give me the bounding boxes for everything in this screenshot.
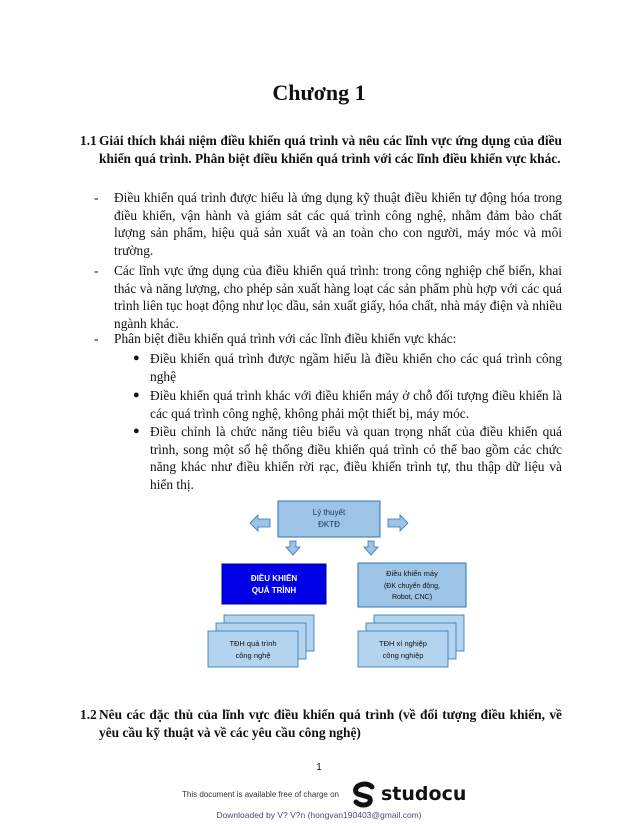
- page-number: 1: [316, 762, 322, 773]
- left-stack-line2: công nghệ: [235, 651, 271, 660]
- chapter-title: Chương 1: [272, 80, 366, 105]
- arrow-down-left-icon: [286, 541, 300, 555]
- right-stack-line2: công nghiệp: [382, 651, 424, 660]
- arrow-right-icon: [388, 515, 408, 531]
- dash-point: - Phân biệt điều khiển quá trình với các lĩnh điều khiển vực khác:: [94, 330, 562, 348]
- process-control-box: [222, 564, 326, 604]
- dash-point-text: Điều khiển quá trình được hiểu là ứng dụng kỹ thuật điều khiển tự động hóa trong điều khiển, vận hành và giám sát các quá trình công nghệ, nhằm đảm bảo chất lượng sản phẩm, hiệu quả sản xuất và an toàn cho con người, máy móc và môi trường.: [114, 190, 562, 258]
- machine-control-line2: (ĐK chuyển động,: [383, 583, 441, 590]
- bullet-item: [133, 350, 562, 385]
- section-heading-1-2: [80, 706, 562, 741]
- stack-card-front: [358, 631, 448, 667]
- bullet-icon: ●: [133, 352, 140, 364]
- root-label-line2: ĐKTĐ: [318, 520, 340, 529]
- arrow-down-right-icon: [364, 541, 378, 555]
- section-number: 1.2: [80, 707, 97, 722]
- section-heading-text: Giải thích khái niệm điều khiển quá trình và nêu các lĩnh vực ứng dụng của điều khiển quá trình. Phân biệt điều khiển quá trình với các lĩnh điều khiển vực khác.: [99, 133, 562, 166]
- bullet-item: [133, 423, 562, 493]
- availability-note: This document is available free of charge on: [182, 790, 339, 799]
- bullet-text: Điều chỉnh là chức năng tiêu biểu và quan trọng nhất của điều khiển quá trình, song một số hệ thống điều khiển quá trình có thể bao gồm các chức năng khác như điều khiển rời rạc, điều khiển trình tự, thu thập dữ liệu và hiển thị.: [150, 424, 562, 492]
- bullet-icon: ●: [133, 425, 140, 437]
- download-note: Downloaded by V? V?n (hongvan190403@gmail.com): [216, 810, 422, 820]
- root-box: [278, 501, 380, 537]
- section-heading-text: Nêu các đặc thù của lĩnh vực điều khiển quá trình (về đối tượng điều khiển, về yêu cầu kỹ thuật và về các yêu cầu công nghệ): [99, 707, 562, 740]
- process-control-diagram: [190, 495, 470, 690]
- machine-control-line1: Điều khiển máy: [386, 569, 438, 578]
- stack-card-front: [208, 631, 298, 667]
- root-label-line1: Lý thuyết: [312, 508, 346, 517]
- studocu-brand: studocu: [381, 783, 467, 805]
- bullet-icon: ●: [133, 389, 140, 401]
- process-control-line2: QUÁ TRÌNH: [251, 586, 297, 595]
- machine-control-line3: Robot, CNC): [391, 594, 433, 601]
- dash-point-text: Các lĩnh vực ứng dụng của điều khiển quá trình: trong công nghiệp chế biến, khai thác và năng lượng, cho phép sản xuất hàng loạt các sản phẩm phù hợp với các quá trình liên tục hoạt động như lọc dầu, sản xuất giấy, hóa chất, nhà máy điện và nhiều ngành khác.: [114, 263, 562, 331]
- bullet-item: [133, 387, 562, 422]
- right-stack-line1: TĐH xí nghiệp: [379, 639, 427, 648]
- dash-point: - Các lĩnh vực ứng dụng của điều khiển quá trình: trong công nghiệp chế biến, khai thác và năng lượng, cho phép sản xuất hàng loạt các sản phẩm phù hợp với các quá trình liên tục hoạt động như lọc dầu, sản xuất giấy, hóa chất, nhà máy điện và nhiều ngành khác.: [94, 263, 562, 331]
- dash-point-text: Phân biệt điều khiển quá trình với các lĩnh điều khiển vực khác:: [114, 331, 457, 346]
- bullet-text: Điều khiển quá trình được ngầm hiểu là điều khiển cho các quá trình công nghệ: [150, 351, 562, 384]
- dash-point: - Điều khiển quá trình được hiểu là ứng dụng kỹ thuật điều khiển tự động hóa trong điều khiển, vận hành và giám sát các quá trình công nghệ, nhằm đảm bảo chất lượng sản phẩm, hiệu quả sản xuất và an toàn cho con người, máy móc và môi trường.: [94, 190, 562, 258]
- bullet-text: Điều khiển quá trình khác với điều khiển máy ở chỗ đối tượng điều khiển là các quá trình công nghệ, không phải một thiết bị, máy móc.: [150, 388, 562, 421]
- studocu-logo-icon: [350, 781, 378, 809]
- section-heading-1-1: [80, 132, 562, 167]
- left-stack-line1: TĐH quá trình: [229, 639, 277, 648]
- process-control-line1: ĐIỀU KHIỂN: [250, 574, 298, 583]
- arrow-left-icon: [250, 515, 270, 531]
- studocu-logo[interactable]: [350, 780, 470, 810]
- section-number: 1.1: [80, 133, 97, 148]
